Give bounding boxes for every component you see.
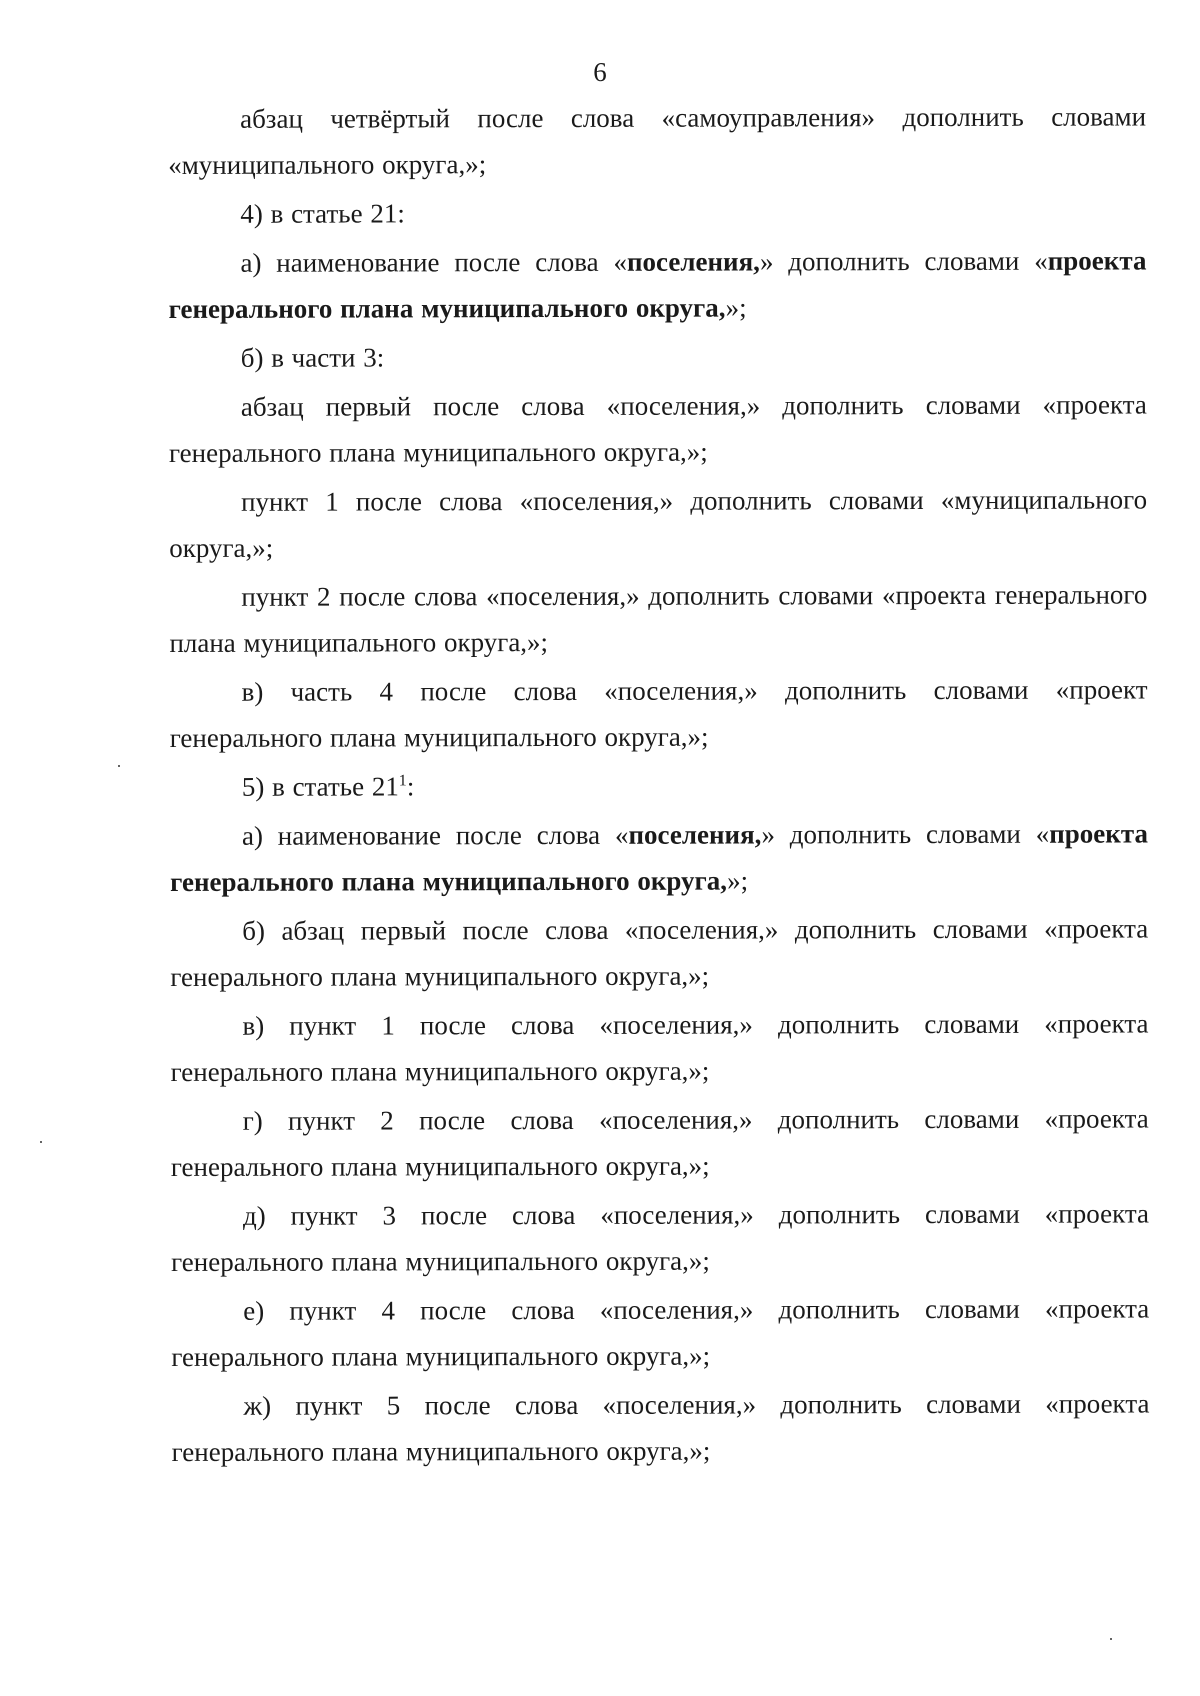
paragraph — [168, 188, 1146, 237]
text-run: »; — [727, 865, 749, 896]
text-run: » дополнить словами « — [759, 245, 1048, 277]
paragraph — [169, 332, 1147, 381]
text-run: в) часть 4 после слова «поселения,» дополнить словами «проект генерального плана муниципального округа,»; — [169, 674, 1148, 753]
text-run: б) абзац первый после слова «поселения,» дополнить словами «проекта генерального плана муниципального округа,»; — [170, 913, 1149, 992]
bold-text: проекта генерального плана муниципального округа, — [168, 245, 1147, 324]
text-run: е) пункт 4 после слова «поселения,» дополнить словами «проекта генерального плана муниципального округа,»; — [171, 1293, 1150, 1372]
document-body — [168, 93, 1150, 1478]
text-run: : — [406, 771, 415, 802]
text-run: абзац первый после слова «поселения,» дополнить словами «проекта генерального плана муниципального округа,»; — [168, 389, 1147, 468]
bold-text: поселения, — [626, 246, 760, 277]
text-run: пункт 1 после слова «поселения,» дополнить словами «муниципального округа,»; — [169, 484, 1148, 563]
text-run: г) пункт 2 после слова «поселения,» дополнить словами «проекта генерального плана муниципального округа,»; — [170, 1103, 1149, 1182]
text-run: абзац четвёртый после слова «самоуправления» дополнить словами «муниципального округа,»; — [168, 101, 1147, 180]
text-run: а) наименование после слова « — [241, 819, 629, 851]
paragraph — [170, 810, 1148, 905]
scan-speck — [118, 765, 120, 767]
scan-speck — [40, 1141, 42, 1143]
text-run: 5) в статье 21 — [241, 771, 399, 802]
paragraph — [169, 571, 1147, 666]
superscript: 1 — [398, 772, 407, 790]
text-run: пункт 2 после слова «поселения,» дополнить словами «проекта генерального плана муниципального округа,»; — [169, 579, 1148, 658]
text-run: а) наименование после слова « — [240, 246, 627, 278]
paragraph — [171, 1095, 1149, 1190]
paragraph — [171, 1285, 1149, 1380]
paragraph — [170, 666, 1148, 761]
paragraph — [168, 93, 1146, 188]
text-run: б) в части 3: — [240, 342, 385, 373]
text-run: 4) в статье 21: — [240, 198, 405, 229]
bold-text: поселения, — [628, 819, 762, 850]
text-run: в) пункт 1 после слова «поселения,» дополнить словами «проекта генерального плана муниципального округа,»; — [170, 1008, 1149, 1087]
paragraph — [169, 381, 1147, 476]
paragraph — [171, 1380, 1149, 1475]
text-run: »; — [725, 292, 747, 323]
text-run: д) пункт 3 после слова «поселения,» дополнить словами «проекта генерального плана муниципального округа,»; — [171, 1198, 1149, 1277]
bold-text: проекта генерального плана муниципального округа, — [170, 818, 1148, 897]
paragraph — [170, 761, 1148, 810]
paragraph — [170, 1000, 1148, 1095]
text-run: » дополнить словами « — [761, 818, 1050, 850]
paragraph — [169, 476, 1147, 571]
paragraph — [171, 1190, 1149, 1285]
page-number: 6 — [593, 57, 607, 87]
paragraph — [168, 237, 1146, 332]
scan-speck — [1110, 1638, 1112, 1640]
paragraph — [170, 905, 1148, 1000]
text-run: ж) пункт 5 после слова «поселения,» дополнить словами «проекта генерального плана муниципального округа,»; — [171, 1388, 1150, 1467]
